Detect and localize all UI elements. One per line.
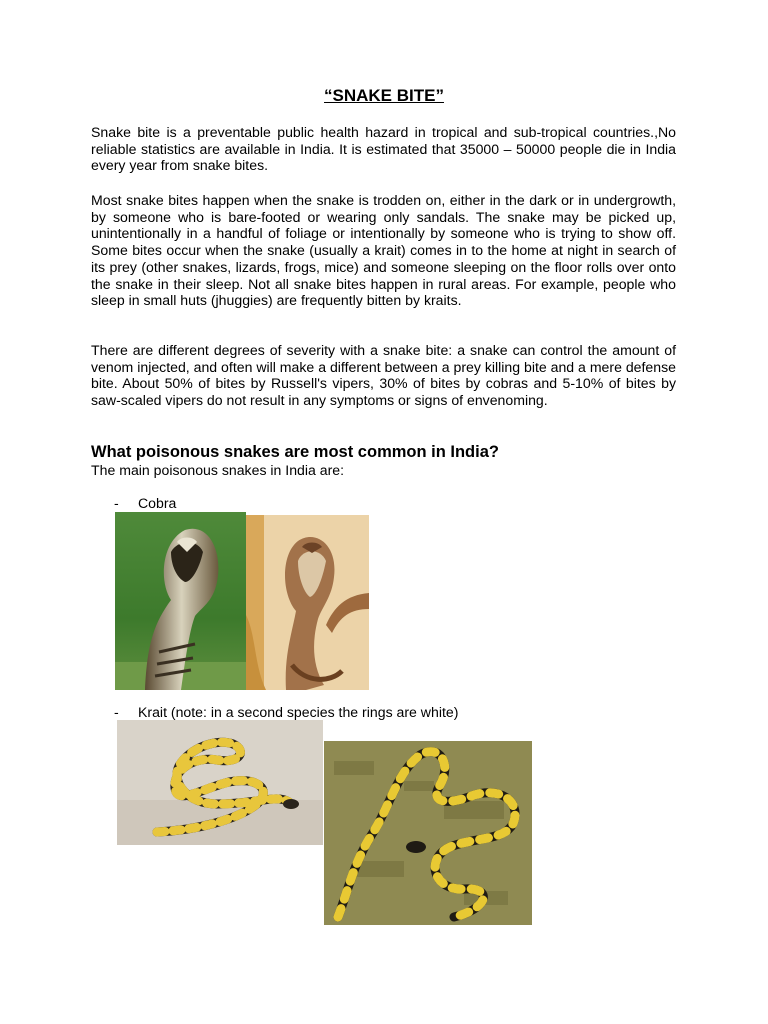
list-item-label: Cobra <box>138 495 177 511</box>
document-title: “SNAKE BITE” <box>324 86 444 105</box>
krait-photo-sand <box>117 720 323 845</box>
section-intro: The main poisonous snakes in India are: <box>91 462 345 478</box>
section-heading: What poisonous snakes are most common in India? <box>91 443 499 461</box>
bullet-dash: - <box>114 495 119 511</box>
cobra-photo-grass <box>115 512 246 690</box>
list-item-cobra <box>114 495 176 511</box>
bullet-dash: - <box>114 704 119 720</box>
paragraph-severity: There are different degrees of severity with a snake bite: a snake can control the amount of venom injected, and often will make a different between a prey killing bite and a mere defense bite. About 50% of bites by Russell's vipers, 30% of bites by cobras and 5-10% of bites by saw-scaled vipers do not result in any symptoms or signs of envenoming. <box>91 342 676 409</box>
list-item-krait <box>114 704 458 720</box>
paragraph-causes: Most snake bites happen when the snake is trodden on, either in the dark or in undergrowth, by someone who is bare-footed or wearing only sandals. The snake may be picked up, unintentionally in a handful of foliage or intentionally by someone who is trying to show off. Some bites occur when the snake (usually a krait) comes in to the home at night in search of its prey (other snakes, lizards, frogs, mice) and someone sleeping on the floor rolls over onto the snake in their sleep. Not all snake bites happen in rural areas. For example, people who sleep in small huts (jhuggies) are frequently bitten by kraits. <box>91 192 676 309</box>
cobra-photo-sand <box>246 515 369 690</box>
list-item-label: Krait (note: in a second species the rings are white) <box>138 704 459 720</box>
paragraph-intro: Snake bite is a preventable public health hazard in tropical and sub-tropical countries.,No reliable statistics are available in India. It is estimated that 35000 – 50000 people die in India every year from snake bites. <box>91 124 676 174</box>
krait-photo-grass <box>324 741 532 925</box>
